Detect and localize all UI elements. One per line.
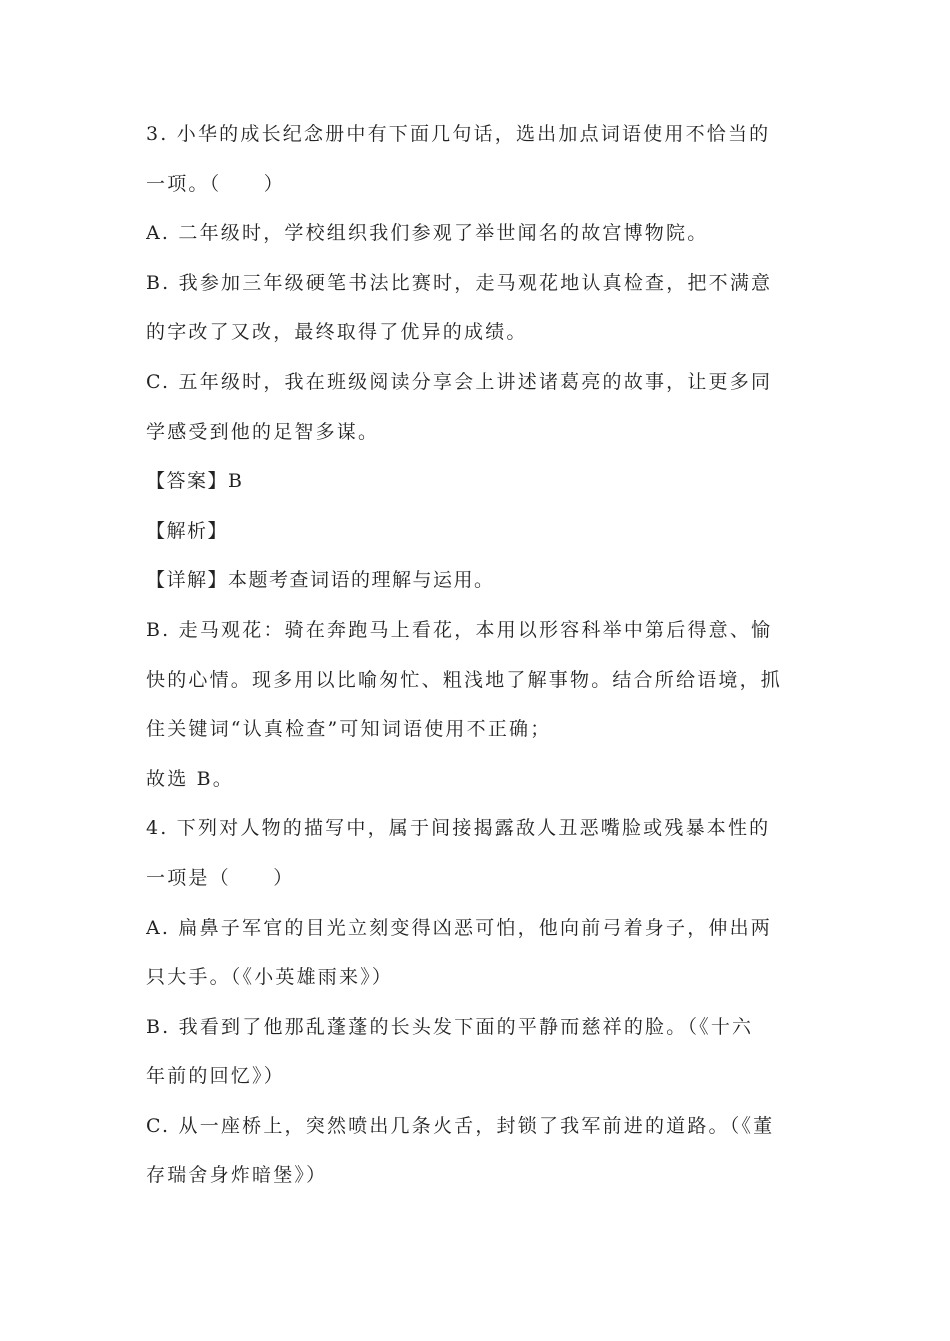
q3-stem-line-1: 3. 小华的成长纪念册中有下面几句话，选出加点词语使用不恰当的 [146, 123, 771, 145]
q4-option-a-line-2: 只大手。（《小英雄雨来》） [146, 966, 394, 989]
q3-stem-line-2: 一项。（ ） [146, 172, 285, 195]
q3-option-c-line-2: 学感受到他的足智多谋。 [146, 420, 380, 443]
q4-stem-line-2: 一项是（ ） [146, 866, 295, 889]
q3-option-b-line-1: B. 我参加三年级硬笔书法比赛时，走马观花地认真检查，把不满意 [146, 271, 773, 294]
q4-option-c-line-2: 存瑞舍身炸暗堡》） [146, 1164, 328, 1187]
q4-option-b-line-2: 年前的回忆》） [146, 1065, 285, 1088]
q3-explain-line-3: 住关键词“认真检查”可知词语使用不正确； [146, 718, 552, 741]
q3-detail: 【详解】本题考查词语的理解与运用。 [146, 569, 495, 592]
q3-analysis-label: 【解析】 [146, 519, 229, 542]
q4-option-b-line-1: B. 我看到了他那乱蓬蓬的长头发下面的平静而慈祥的脸。（《十六 [146, 1015, 754, 1038]
q3-explain-line-2: 快的心情。现多用以比喻匆忙、粗浅地了解事物。结合所给语境，抓 [146, 668, 783, 691]
q4-option-a-line-1: A. 扁鼻子军官的目光立刻变得凶恶可怕，他向前弓着身子，伸出两 [146, 916, 773, 939]
q3-option-b-line-2: 的字改了又改，最终取得了优异的成绩。 [146, 321, 528, 344]
q3-conclusion: 故选 B。 [146, 767, 235, 790]
q3-option-a: A. 二年级时，学校组织我们参观了举世闻名的故宫博物院。 [146, 222, 709, 245]
text-column [146, 110, 811, 1201]
q3-explain-line-1: B. 走马观花：骑在奔跑马上看花，本用以形容科举中第后得意、愉 [146, 618, 773, 641]
q3-option-c-line-1: C. 五年级时，我在班级阅读分享会上讲述诸葛亮的故事，让更多同 [146, 370, 773, 393]
q4-stem-line-1: 4. 下列对人物的描写中，属于间接揭露敌人丑恶嘴脸或残暴本性的 [146, 817, 771, 840]
q4-option-c-line-1: C. 从一座桥上，突然喷出几条火舌，封锁了我军前进的道路。（《董 [146, 1114, 775, 1137]
q3-answer: 【答案】B [146, 470, 244, 493]
